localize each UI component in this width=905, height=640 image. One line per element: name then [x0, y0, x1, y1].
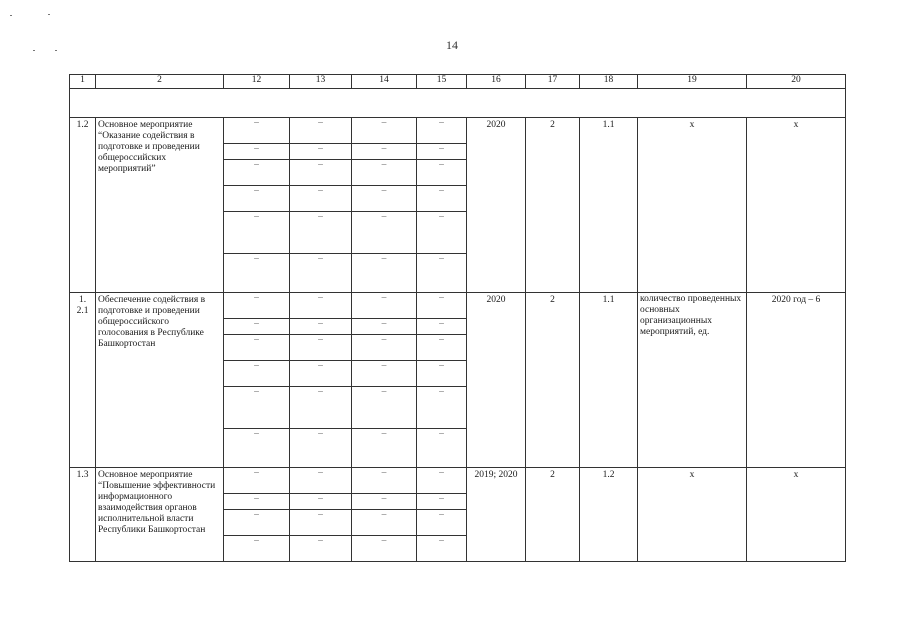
- column-number: 15: [417, 75, 467, 89]
- dash-cell: –: [417, 494, 467, 510]
- scan-speck: [55, 50, 57, 51]
- dash-cell: –: [352, 254, 417, 293]
- page-number: 14: [446, 38, 458, 52]
- indicator-cell: х: [638, 468, 747, 562]
- dash-cell: –: [417, 387, 467, 429]
- col17-cell: 2: [526, 118, 580, 293]
- spacer-row: [70, 89, 846, 118]
- dash-cell: –: [290, 293, 352, 319]
- col17-cell: 2: [526, 468, 580, 562]
- dash-cell: –: [224, 387, 290, 429]
- indicator-cell: количество проведенных основных организационных мероприятий, ед.: [638, 293, 747, 468]
- dash-cell: –: [224, 361, 290, 387]
- column-number: 13: [290, 75, 352, 89]
- dash-cell: –: [224, 536, 290, 562]
- dash-cell: –: [224, 160, 290, 186]
- dash-cell: –: [417, 429, 467, 468]
- target-cell: х: [747, 468, 846, 562]
- dash-cell: –: [290, 361, 352, 387]
- dash-cell: –: [417, 118, 467, 144]
- row-number: 1.2: [70, 118, 96, 293]
- dash-cell: –: [352, 510, 417, 536]
- dash-cell: –: [417, 212, 467, 254]
- dash-cell: –: [224, 186, 290, 212]
- dash-cell: –: [224, 510, 290, 536]
- table-row: [70, 293, 846, 319]
- dash-cell: –: [417, 293, 467, 319]
- dash-cell: –: [290, 144, 352, 160]
- dash-cell: –: [290, 118, 352, 144]
- activity-name: Основное мероприятие “Оказание содействия в подготовке и проведении общероссийских мероприятий”: [96, 118, 224, 293]
- dash-cell: –: [290, 494, 352, 510]
- dash-cell: –: [352, 468, 417, 494]
- dash-cell: –: [290, 319, 352, 335]
- dash-cell: –: [352, 186, 417, 212]
- column-number: 17: [526, 75, 580, 89]
- dash-cell: –: [417, 510, 467, 536]
- dash-cell: –: [417, 254, 467, 293]
- dash-cell: –: [224, 494, 290, 510]
- target-cell: х: [747, 118, 846, 293]
- dash-cell: –: [290, 536, 352, 562]
- dash-cell: –: [352, 319, 417, 335]
- dash-cell: –: [352, 212, 417, 254]
- dash-cell: –: [417, 319, 467, 335]
- column-number: 19: [638, 75, 747, 89]
- dash-cell: –: [417, 361, 467, 387]
- col18-cell: 1.2: [580, 468, 638, 562]
- column-number: 18: [580, 75, 638, 89]
- dash-cell: –: [224, 429, 290, 468]
- table-row: [70, 468, 846, 494]
- program-table: [69, 74, 846, 562]
- dash-cell: –: [352, 144, 417, 160]
- indicator-cell: х: [638, 118, 747, 293]
- dash-cell: –: [417, 144, 467, 160]
- dash-cell: –: [352, 429, 417, 468]
- dash-cell: –: [224, 254, 290, 293]
- dash-cell: –: [290, 335, 352, 361]
- spacer-cell: [70, 89, 846, 118]
- column-number: 1: [70, 75, 96, 89]
- dash-cell: –: [290, 254, 352, 293]
- dash-cell: –: [290, 186, 352, 212]
- dash-cell: –: [224, 118, 290, 144]
- dash-cell: –: [352, 160, 417, 186]
- scan-speck: [33, 50, 35, 51]
- scan-speck: [48, 14, 50, 15]
- column-number: 16: [467, 75, 526, 89]
- dash-cell: –: [352, 335, 417, 361]
- activity-name: Основное мероприятие “Повышение эффективности информационного взаимодействия органов исполнительной власти Республики Башкортостан: [96, 468, 224, 562]
- activity-name: Обеспечение содействия в подготовке и проведении общероссийского голосования в Республике Башкортостан: [96, 293, 224, 468]
- dash-cell: –: [352, 387, 417, 429]
- dash-cell: –: [224, 319, 290, 335]
- year-cell: 2020: [467, 293, 526, 468]
- dash-cell: –: [290, 510, 352, 536]
- dash-cell: –: [352, 361, 417, 387]
- column-number: 2: [96, 75, 224, 89]
- col18-cell: 1.1: [580, 293, 638, 468]
- year-cell: 2020: [467, 118, 526, 293]
- col18-cell: 1.1: [580, 118, 638, 293]
- column-number: 20: [747, 75, 846, 89]
- dash-cell: –: [352, 494, 417, 510]
- dash-cell: –: [290, 212, 352, 254]
- dash-cell: –: [417, 160, 467, 186]
- dash-cell: –: [224, 293, 290, 319]
- column-number-row: [70, 75, 846, 89]
- dash-cell: –: [417, 468, 467, 494]
- dash-cell: –: [224, 335, 290, 361]
- dash-cell: –: [352, 293, 417, 319]
- column-number: 12: [224, 75, 290, 89]
- dash-cell: –: [224, 144, 290, 160]
- col17-cell: 2: [526, 293, 580, 468]
- target-cell: 2020 год – 6: [747, 293, 846, 468]
- row-number: 1. 2.1: [70, 293, 96, 468]
- dash-cell: –: [290, 429, 352, 468]
- dash-cell: –: [290, 160, 352, 186]
- dash-cell: –: [417, 186, 467, 212]
- column-number: 14: [352, 75, 417, 89]
- dash-cell: –: [290, 387, 352, 429]
- dash-cell: –: [417, 335, 467, 361]
- dash-cell: –: [352, 118, 417, 144]
- row-number: 1.3: [70, 468, 96, 562]
- dash-cell: –: [224, 212, 290, 254]
- year-cell: 2019; 2020: [467, 468, 526, 562]
- dash-cell: –: [224, 468, 290, 494]
- dash-cell: –: [417, 536, 467, 562]
- scan-speck: [10, 15, 12, 16]
- dash-cell: –: [352, 536, 417, 562]
- table-row: [70, 118, 846, 144]
- dash-cell: –: [290, 468, 352, 494]
